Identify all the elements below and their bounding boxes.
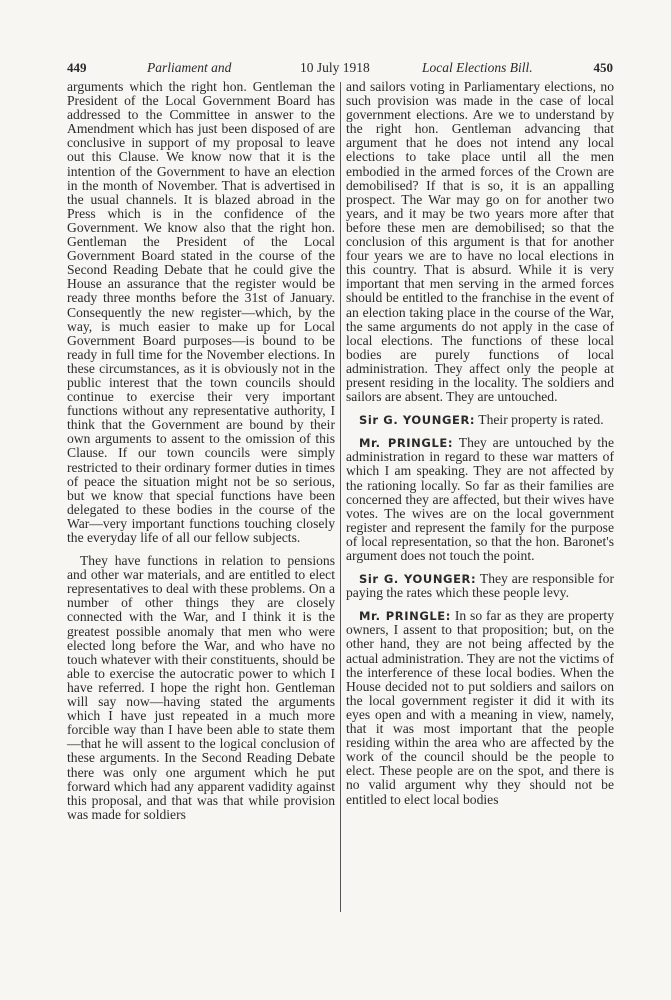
right-column — [346, 80, 614, 807]
left-page-number: 449 — [67, 60, 87, 75]
speech-text: They are responsible for paying the rates which these people levy. — [346, 571, 615, 601]
paragraph: and sailors voting in Parliamentary elections, no such provision was made in the case of local government elections. Are we to understand by the right hon. Gentleman advancing that argument that he does not intend any local elections to take place until all the men embodied in the armed forces of the Crown are demobilised? If that is so, it is an appalling prospect. The War may go on for another two years, and it may be two years more after that before these men are demobilised; so that the conclusion of this argument is that for another four years we are to have no local elections in this country. That is absurd. While it is very important that men serving in the armed forces should be entitled to the franchise in the event of an election taking place in the course of the War, the same arguments do not apply in the case of local elections. The functions of these local bodies are purely functions of local administration. They affect only the people at present residing in the locality. The soldiers and sailors are absent. They are untouched. — [346, 79, 614, 405]
left-running-title: Parliament and — [147, 60, 232, 75]
speech-text: Their property is rated. — [478, 412, 604, 428]
speech — [346, 572, 614, 600]
speaker-name: Sir G. YOUNGER: — [359, 413, 476, 428]
speaker-name: Sir G. YOUNGER: — [359, 572, 477, 587]
left-column — [67, 80, 335, 822]
speech — [346, 413, 614, 427]
speaker-name: Mr. PRINGLE: — [359, 436, 454, 451]
paragraph: They have functions in relation to pensions and other war materials, and are entitled to elect representatives to deal with these problems. On a number of other things they are closely connected with the War, and I think it is the greatest possible anomaly that men who were elected long before the War, and who have no touch whatever with their constituents, should be able to exercise the autocratic power to which I have referred. I hope the right hon. Gentleman will say now—having stated the arguments which I have just repeated in a much more forcible way than I have been able to state them—that he will assent to the logical conclusion of these arguments. In the Second Reading Debate there was only one argument which he put forward which had any apparent vadidity against this proposal, and that was that while provision was made for soldiers — [67, 553, 335, 822]
right-running-title: Local Elections Bill. — [422, 60, 533, 75]
sitting-date: 10 July 1918 — [300, 60, 370, 75]
right-page-number: 450 — [593, 60, 613, 75]
bleed-through-marks — [4, 490, 14, 930]
paragraph: arguments which the right hon. Gentleman the President of the Local Government Board has addressed to the Committee in answer to the Amendment which has just been disposed of are conclusive in support of my proposal to leave out this Clause. We know now that it is the intention of the Government to have an election in the month of November. That is advertised in the usual channels. It is blazed abroad in the Press which is in the confidence of the Government. We know also that the right hon. Gentleman the President of the Local Government Board stated in the course of the Second Reading Debate that he could give the House an assurance that the register would be ready three months before the 31st of January. Consequently the new register—which, by the way, is much easier to make up for Local Government Board purposes—is bound to be ready in full time for the November elections. In these circumstances, as it is obviously not in the public interest that the town councils should continue to exercise their very important functions without any representative authority, I think that the Government are bound by their own arguments to assent to the omission of this Clause. If our town councils were simply restricted to their ordinary former duties in times of peace the situation might not be so serious, but we know that special functions have been delegated to these bodies in the course of the War—very important functions touching closely the everyday life of all our fellow subjects. — [67, 79, 335, 545]
page-header — [67, 60, 613, 78]
speech-text: In so far as they are property owners, I assent to that proposition; but, on the other hand, they are not being affected by the actual administration. They are not the victims of the interference of these local bodies. When the House decided not to put soldiers and sailors on the local government register it did it with its eyes open and with a meaning in view, namely, that it was most important that the people residing within the area who are affected by the work of the council should be the people to elect. These people are on the spot, and there is no valid argument why they should not be entitled to elect local bodies — [346, 608, 615, 807]
column-divider — [340, 82, 341, 912]
speech — [346, 436, 614, 563]
speech-text: They are untouched by the administration in regard to these war matters of which I am speaking. They are not affected by the rationing locally. So far as their families are concerned they are affected, but their wives have votes. The wives are on the local government register and represent the family for the purpose of local representation, so that the hon. Baronet's argument does not touch the point. — [346, 435, 614, 563]
speech — [346, 609, 614, 806]
speaker-name: Mr. PRINGLE: — [359, 609, 451, 624]
